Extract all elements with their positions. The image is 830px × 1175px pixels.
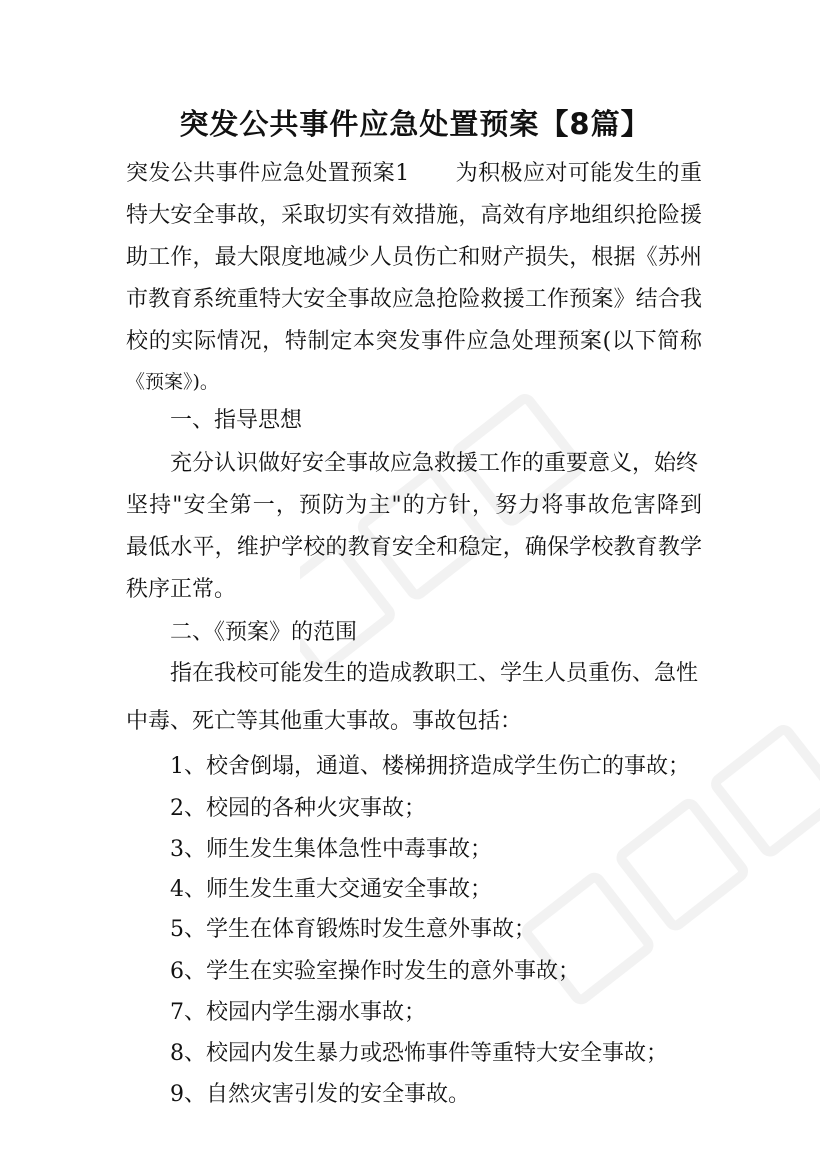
intro-line-1 <box>126 158 702 190</box>
intro-line-3: 助工作，最大限度地减少人员伤亡和财产损失，根据《苏州 <box>126 245 702 270</box>
intro-line-1-rest: 为积极应对可能发生的重 <box>455 161 702 186</box>
list-item: 4、师生发生重大交通安全事故； <box>170 877 492 902</box>
document-title: 突发公共事件应急处置预案【8篇】 <box>179 107 651 141</box>
intro-line-2: 特大安全事故，采取切实有效措施，高效有序地组织抢险援 <box>126 203 702 228</box>
list-item: 5、学生在体育锻炼时发生意外事故； <box>170 917 536 942</box>
list-item: 7、校园内学生溺水事故； <box>170 1000 426 1025</box>
list-item: 6、学生在实验室操作时发生的意外事故； <box>170 959 580 984</box>
section1-line-1: 充分认识做好安全事故应急救援工作的重要意义，始终 <box>170 451 699 476</box>
list-item: 9、自然灾害引发的安全事故。 <box>170 1082 470 1107</box>
list-item: 3、师生发生集体急性中毒事故； <box>170 837 492 862</box>
list-item: 8、校园内发生暴力或恐怖事件等重特大安全事故； <box>170 1041 668 1066</box>
list-item: 1、校舍倒塌，通道、楼梯拥挤造成学生伤亡的事故； <box>170 754 690 779</box>
intro-line-5: 校的实际情况，特制定本突发事件应急处理预案(以下简称 <box>126 329 702 354</box>
section1-heading: 一、指导思想 <box>170 408 303 433</box>
intro-lead: 突发公共事件应急处置预案1 <box>126 161 410 186</box>
intro-line-4: 市教育系统重特大安全事故应急抢险救援工作预案》结合我 <box>126 287 702 312</box>
list-item: 2、校园的各种火灾事故； <box>170 796 426 821</box>
section1-line-2: 坚持"安全第一，预防为主"的方针，努力将事故危害降到 <box>126 493 702 518</box>
section1-line-3: 最低水平，维护学校的教育安全和稳定，确保学校教育教学 <box>126 535 702 560</box>
intro-line-6: 《预案》)。 <box>126 371 219 393</box>
section2-line-1: 指在我校可能发生的造成教职工、学生人员重伤、急性 <box>170 661 699 686</box>
section2-heading: 二、《预案》的范围 <box>170 620 358 645</box>
section2-line-2: 中毒、死亡等其他重大事故。事故包括： <box>126 709 523 734</box>
section1-line-4: 秩序正常。 <box>126 577 237 602</box>
